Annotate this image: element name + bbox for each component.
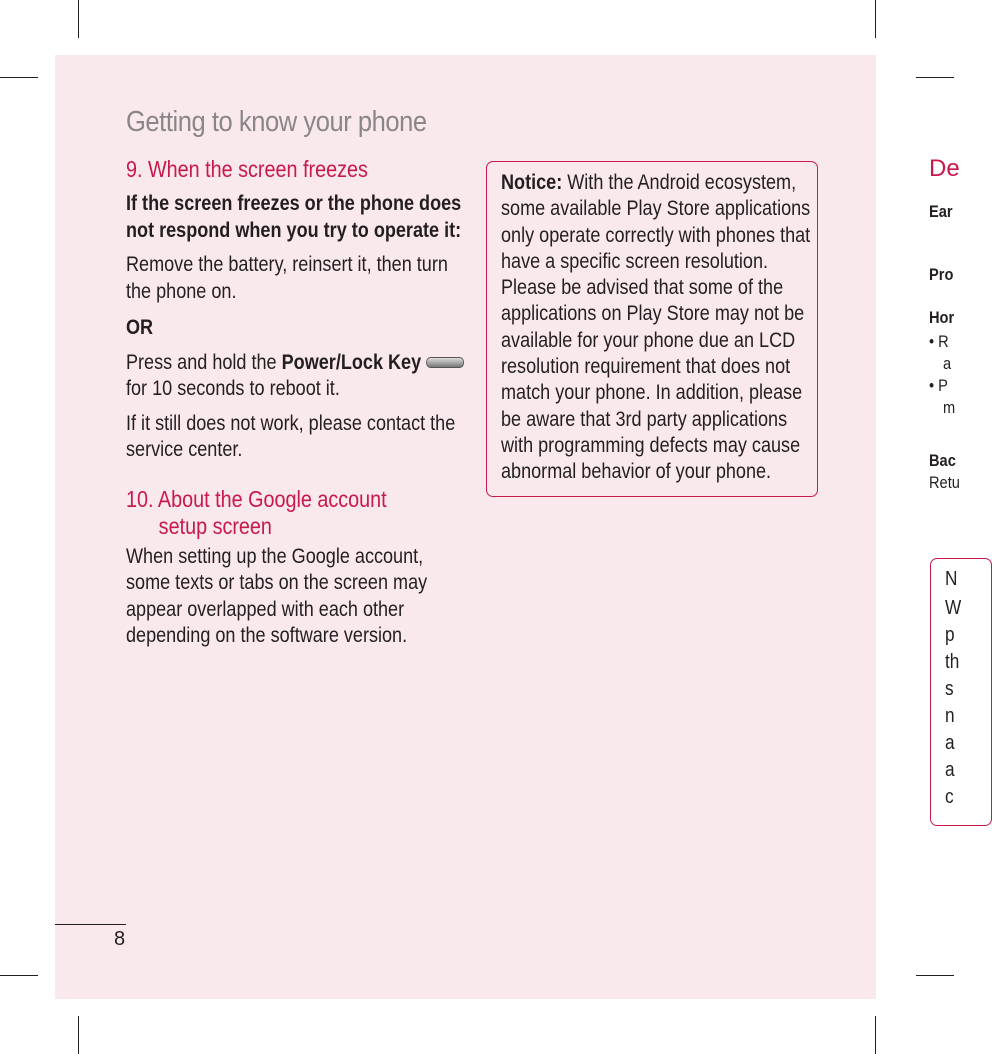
crop-mark bbox=[0, 77, 38, 78]
section-9-para1: Remove the battery, reinsert it, then turn the phone on. bbox=[126, 253, 448, 303]
next-page-heading: De bbox=[929, 155, 960, 182]
next-page-line: • R bbox=[929, 332, 949, 351]
next-page-line: Hor bbox=[929, 308, 955, 327]
next-page-line: • P bbox=[929, 376, 948, 395]
section-9-heading: 9. When the screen freezes bbox=[126, 156, 368, 182]
crop-mark bbox=[875, 0, 876, 38]
next-page-line: Bac bbox=[929, 451, 956, 470]
next-page-line: Pro bbox=[929, 265, 954, 284]
crop-mark bbox=[875, 1016, 876, 1054]
page-number-rule bbox=[55, 924, 126, 925]
section-9-subheading: If the screen freezes or the phone does not respond when you try to operate it: bbox=[126, 192, 462, 242]
notice-label: Notice: bbox=[501, 171, 563, 194]
power-lock-key-label: Power/Lock Key bbox=[281, 350, 422, 374]
section-10-heading bbox=[126, 486, 470, 540]
next-box-line: c bbox=[945, 786, 954, 808]
section-9-para2 bbox=[126, 350, 470, 403]
crop-mark bbox=[78, 0, 79, 38]
next-box-line: s bbox=[945, 678, 954, 700]
next-box-line: a bbox=[945, 759, 955, 781]
next-box-line: W bbox=[945, 597, 962, 619]
section-10-heading-line1: 10. About the Google account bbox=[126, 485, 387, 512]
next-page-note-box bbox=[930, 558, 992, 826]
section-9-para3: If it still does not work, please contact the service center. bbox=[126, 411, 456, 461]
or-label: OR bbox=[126, 316, 154, 339]
para2-suffix: for 10 seconds to reboot it. bbox=[126, 377, 340, 400]
next-page-line: Ear bbox=[929, 202, 953, 221]
power-key-icon bbox=[426, 357, 464, 368]
section-10-para: When setting up the Google account, some texts or tabs on the screen may appear overlapped with each other depending on the software version. bbox=[126, 544, 428, 647]
next-box-line: th bbox=[945, 651, 960, 673]
notice-box bbox=[486, 161, 818, 497]
section-10-heading-line2: setup screen bbox=[158, 512, 272, 539]
left-column bbox=[126, 156, 471, 650]
next-page-line: Retu bbox=[929, 473, 960, 492]
para2-prefix: Press and hold the bbox=[126, 350, 282, 374]
crop-mark bbox=[0, 975, 38, 976]
next-box-line: n bbox=[945, 705, 955, 727]
next-page-line: m bbox=[943, 398, 956, 417]
next-box-line: a bbox=[945, 732, 955, 754]
crop-mark bbox=[78, 1016, 79, 1054]
next-box-line: N bbox=[945, 568, 958, 590]
page-title: Getting to know your phone bbox=[126, 106, 427, 138]
next-page-line: a bbox=[943, 354, 952, 373]
notice-text bbox=[501, 170, 811, 486]
next-page-fragment bbox=[929, 0, 962, 1054]
notice-body: With the Android ecosystem, some available Play Store applications only operate correctly with phones that have a specific screen resolution. Please be advised that some of the applications on Play Store may not be available for your phone due an LCD resolution requirement that does not match your phone. In addition, please be aware that 3rd party applications with programming defects may cause abnormal behavior of your phone. bbox=[501, 171, 811, 484]
page-number: 8 bbox=[114, 928, 126, 950]
next-box-line: p bbox=[945, 624, 955, 646]
